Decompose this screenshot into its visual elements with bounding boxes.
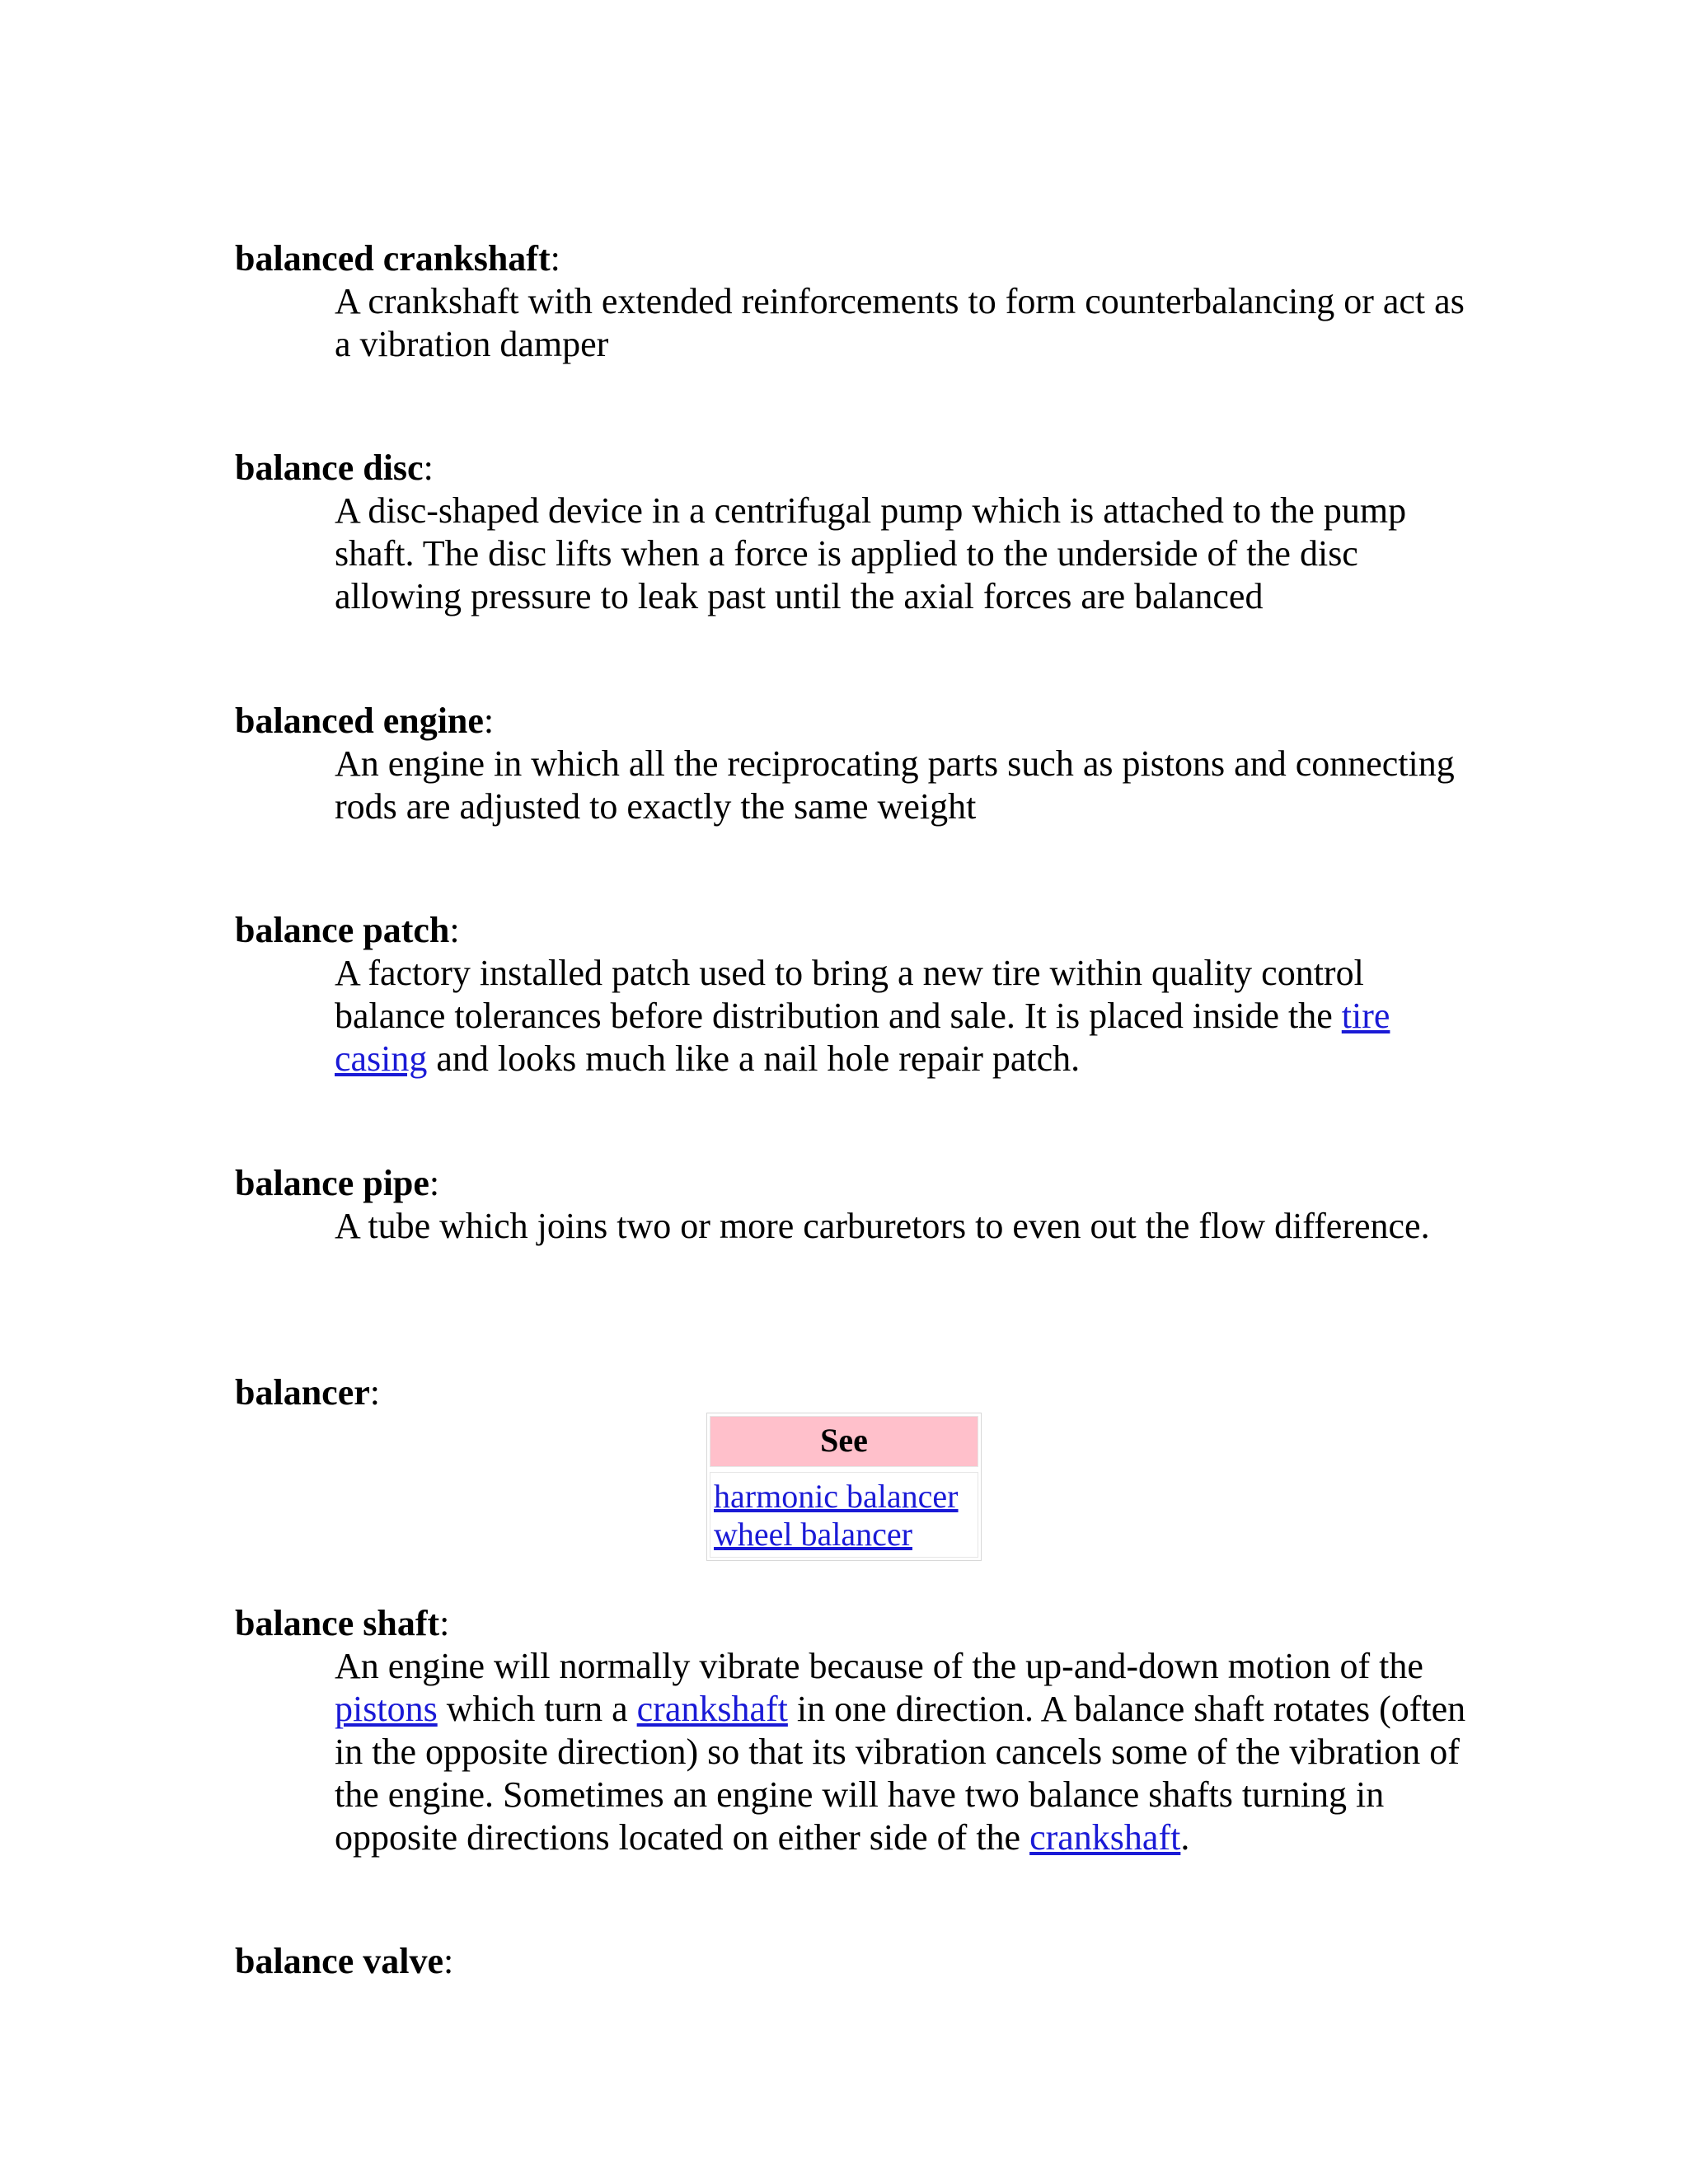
term-colon: : bbox=[429, 1163, 440, 1203]
entry-balanced-engine bbox=[235, 700, 1471, 828]
term-colon: : bbox=[483, 701, 495, 741]
entry-term bbox=[235, 909, 1471, 952]
see-also-header: See bbox=[710, 1416, 978, 1467]
term-text: balance pipe bbox=[235, 1163, 429, 1203]
entry-term bbox=[235, 1602, 1471, 1645]
link-pistons[interactable]: pistons bbox=[335, 1689, 438, 1729]
entry-balance-patch bbox=[235, 909, 1471, 1080]
entry-definition bbox=[335, 952, 1468, 1080]
entry-term bbox=[235, 1371, 1471, 1414]
entry-term bbox=[235, 1162, 1471, 1205]
definition-text: A factory installed patch used to bring a new tire within quality control balance tolerances before distribution and sale. It is placed inside the bbox=[335, 953, 1364, 1036]
term-text: balanced crankshaft bbox=[235, 238, 551, 279]
definition-text: and looks much like a nail hole repair patch. bbox=[427, 1038, 1081, 1079]
see-also-table bbox=[706, 1413, 982, 1561]
see-also-list bbox=[710, 1472, 978, 1558]
entry-balance-pipe bbox=[235, 1162, 1471, 1248]
term-colon: : bbox=[439, 1603, 450, 1643]
entry-balance-shaft bbox=[235, 1602, 1471, 1859]
link-crankshaft[interactable]: crankshaft bbox=[636, 1689, 788, 1729]
term-colon: : bbox=[423, 448, 434, 488]
entry-definition bbox=[335, 1645, 1468, 1859]
entry-definition: A tube which joins two or more carburetors to even out the flow difference. bbox=[335, 1206, 1430, 1246]
entry-term bbox=[235, 1940, 1471, 1983]
definition-text: in one direction. A balance shaft rotates (often in the opposite direction) so that its vibration cancels some of the vibration of the engine. Sometimes an engine will have two balance shafts turning in opposite directions located on either side of the bbox=[335, 1689, 1466, 1858]
entry-balance-valve bbox=[235, 1940, 1471, 1983]
entry-term bbox=[235, 700, 1471, 743]
entry-definition: A crankshaft with extended reinforcements to form counterbalancing or act as a vibration damper bbox=[335, 281, 1465, 364]
entry-term bbox=[235, 237, 1471, 280]
definition-text: . bbox=[1180, 1817, 1190, 1858]
entry-balanced-crankshaft bbox=[235, 237, 1471, 366]
term-colon: : bbox=[369, 1372, 380, 1413]
term-text: balanced engine bbox=[235, 701, 484, 741]
term-text: balance valve bbox=[235, 1941, 443, 1981]
term-text: balance shaft bbox=[235, 1603, 440, 1643]
entry-term bbox=[235, 447, 1471, 490]
entry-definition: An engine in which all the reciprocating parts such as pistons and connecting rods are adjusted to exactly the same weight bbox=[335, 743, 1455, 827]
link-harmonic-balancer[interactable]: harmonic balancer bbox=[714, 1478, 959, 1515]
term-colon: : bbox=[449, 910, 460, 950]
link-wheel-balancer[interactable]: wheel balancer bbox=[714, 1516, 912, 1553]
link-tire-casing[interactable]: tire casing bbox=[335, 996, 1390, 1079]
entry-balancer bbox=[235, 1371, 1471, 1414]
term-colon: : bbox=[443, 1941, 454, 1981]
link-crankshaft[interactable]: crankshaft bbox=[1029, 1817, 1181, 1858]
term-text: balancer bbox=[235, 1372, 370, 1413]
definition-text: An engine will normally vibrate because of the up-and-down motion of the bbox=[335, 1646, 1423, 1686]
definition-text: which turn a bbox=[437, 1689, 637, 1729]
entry-definition: A disc-shaped device in a centrifugal pump which is attached to the pump shaft. The disc lifts when a force is applied to the underside of the disc allowing pressure to leak past until the axial forces are balanced bbox=[335, 490, 1407, 616]
term-colon: : bbox=[550, 238, 560, 279]
term-text: balance disc bbox=[235, 448, 424, 488]
term-text: balance patch bbox=[235, 910, 450, 950]
entry-balance-disc bbox=[235, 447, 1471, 618]
